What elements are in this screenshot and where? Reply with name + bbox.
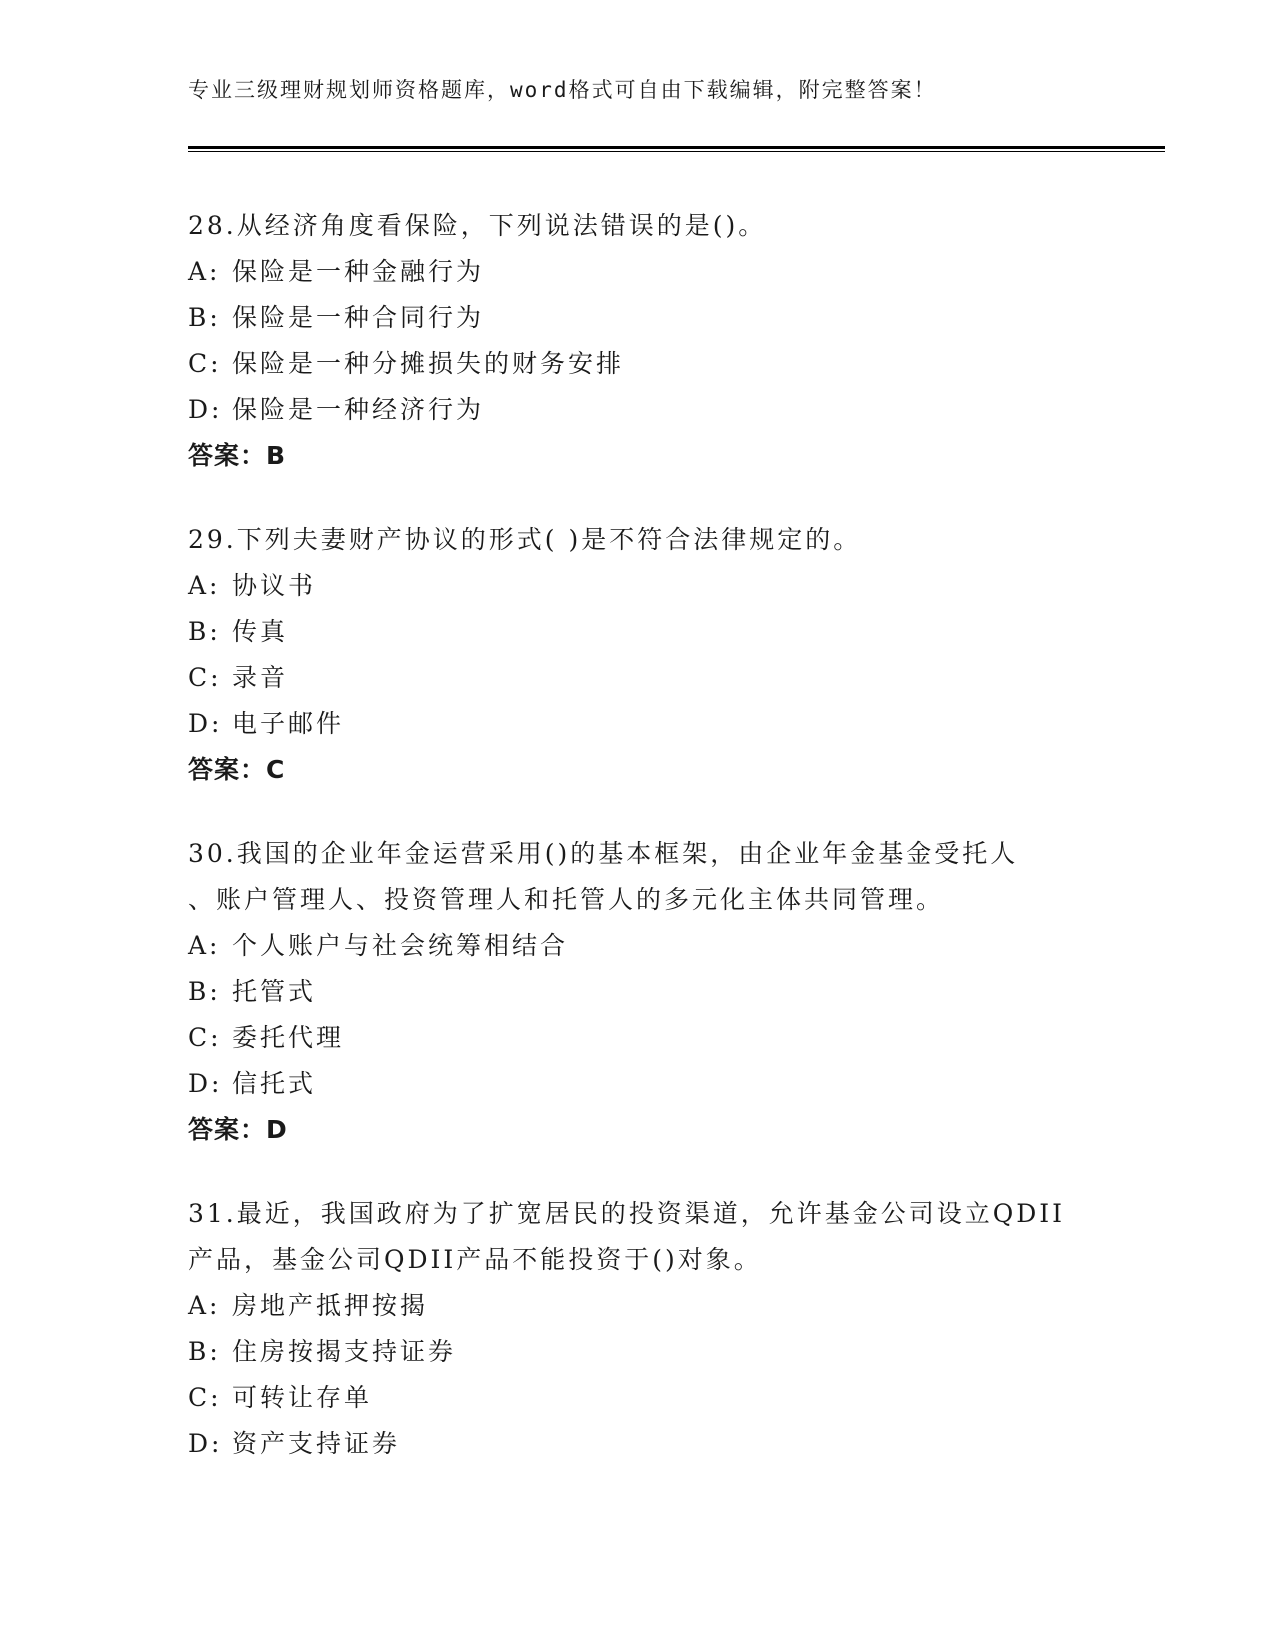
option-text: 保险是一种分摊损失的财务安排 bbox=[232, 349, 625, 378]
answer: 答案：D bbox=[188, 1115, 288, 1144]
answer: 答案：B bbox=[188, 441, 287, 470]
option-letter: C: bbox=[188, 663, 222, 692]
option-letter: A: bbox=[188, 1291, 221, 1320]
option-text: 保险是一种合同行为 bbox=[232, 303, 485, 332]
question-29 bbox=[188, 517, 1088, 793]
option-text: 信托式 bbox=[232, 1069, 317, 1098]
header-divider bbox=[188, 146, 1165, 149]
option-letter: C: bbox=[188, 1383, 222, 1412]
option-letter: C: bbox=[188, 1023, 222, 1052]
option-letter: B: bbox=[188, 977, 221, 1006]
page-header: 专业三级理财规划师资格题库，word格式可自由下载编辑，附完整答案！ bbox=[188, 78, 937, 102]
option-letter: D: bbox=[188, 395, 223, 424]
option-b bbox=[188, 969, 1088, 1015]
option-text: 录音 bbox=[232, 663, 289, 692]
option-letter: A: bbox=[188, 931, 221, 960]
option-c bbox=[188, 655, 1088, 701]
header-divider-thin bbox=[188, 151, 1165, 152]
option-d bbox=[188, 1061, 1088, 1107]
option-b bbox=[188, 609, 1088, 655]
option-b bbox=[188, 1329, 1088, 1375]
question-stem: 28.从经济角度看保险，下列说法错误的是()。 bbox=[188, 211, 767, 240]
question-28 bbox=[188, 203, 1088, 479]
question-31 bbox=[188, 1191, 1088, 1467]
option-text: 保险是一种金融行为 bbox=[232, 257, 485, 286]
option-text: 房地产抵押按揭 bbox=[232, 1291, 429, 1320]
option-letter: D: bbox=[188, 1069, 223, 1098]
question-list bbox=[188, 203, 1088, 1467]
option-c bbox=[188, 1015, 1088, 1061]
option-letter: A: bbox=[188, 257, 221, 286]
question-stem-line-1: 31.最近，我国政府为了扩宽居民的投资渠道，允许基金公司设立QDII bbox=[188, 1199, 1066, 1228]
question-stem-line-2: 产品，基金公司QDII产品不能投资于()对象。 bbox=[188, 1245, 762, 1274]
option-letter: B: bbox=[188, 617, 221, 646]
option-text: 委托代理 bbox=[232, 1023, 345, 1052]
option-c bbox=[188, 1375, 1088, 1421]
option-text: 协议书 bbox=[232, 571, 317, 600]
option-c bbox=[188, 341, 1088, 387]
option-a bbox=[188, 249, 1088, 295]
option-d bbox=[188, 1421, 1088, 1467]
option-text: 保险是一种经济行为 bbox=[232, 395, 485, 424]
option-letter: B: bbox=[188, 1337, 221, 1366]
option-letter: C: bbox=[188, 349, 222, 378]
option-letter: A: bbox=[188, 571, 221, 600]
question-30 bbox=[188, 831, 1088, 1153]
question-stem-line-1: 30.我国的企业年金运营采用()的基本框架，由企业年金基金受托人 bbox=[188, 839, 1019, 868]
option-letter: D: bbox=[188, 709, 223, 738]
option-text: 电子邮件 bbox=[232, 709, 345, 738]
option-a bbox=[188, 563, 1088, 609]
question-stem-line-2: 、账户管理人、投资管理人和托管人的多元化主体共同管理。 bbox=[188, 885, 945, 914]
option-text: 可转让存单 bbox=[232, 1383, 373, 1412]
option-text: 个人账户与社会统筹相结合 bbox=[232, 931, 569, 960]
option-a bbox=[188, 923, 1088, 969]
option-letter: D: bbox=[188, 1429, 223, 1458]
option-d bbox=[188, 701, 1088, 747]
option-b bbox=[188, 295, 1088, 341]
option-letter: B: bbox=[188, 303, 221, 332]
option-d bbox=[188, 387, 1088, 433]
option-a bbox=[188, 1283, 1088, 1329]
option-text: 资产支持证券 bbox=[232, 1429, 401, 1458]
option-text: 传真 bbox=[232, 617, 289, 646]
question-stem: 29.下列夫妻财产协议的形式( )是不符合法律规定的。 bbox=[188, 525, 862, 554]
option-text: 托管式 bbox=[232, 977, 317, 1006]
option-text: 住房按揭支持证券 bbox=[232, 1337, 457, 1366]
answer: 答案：C bbox=[188, 755, 286, 784]
